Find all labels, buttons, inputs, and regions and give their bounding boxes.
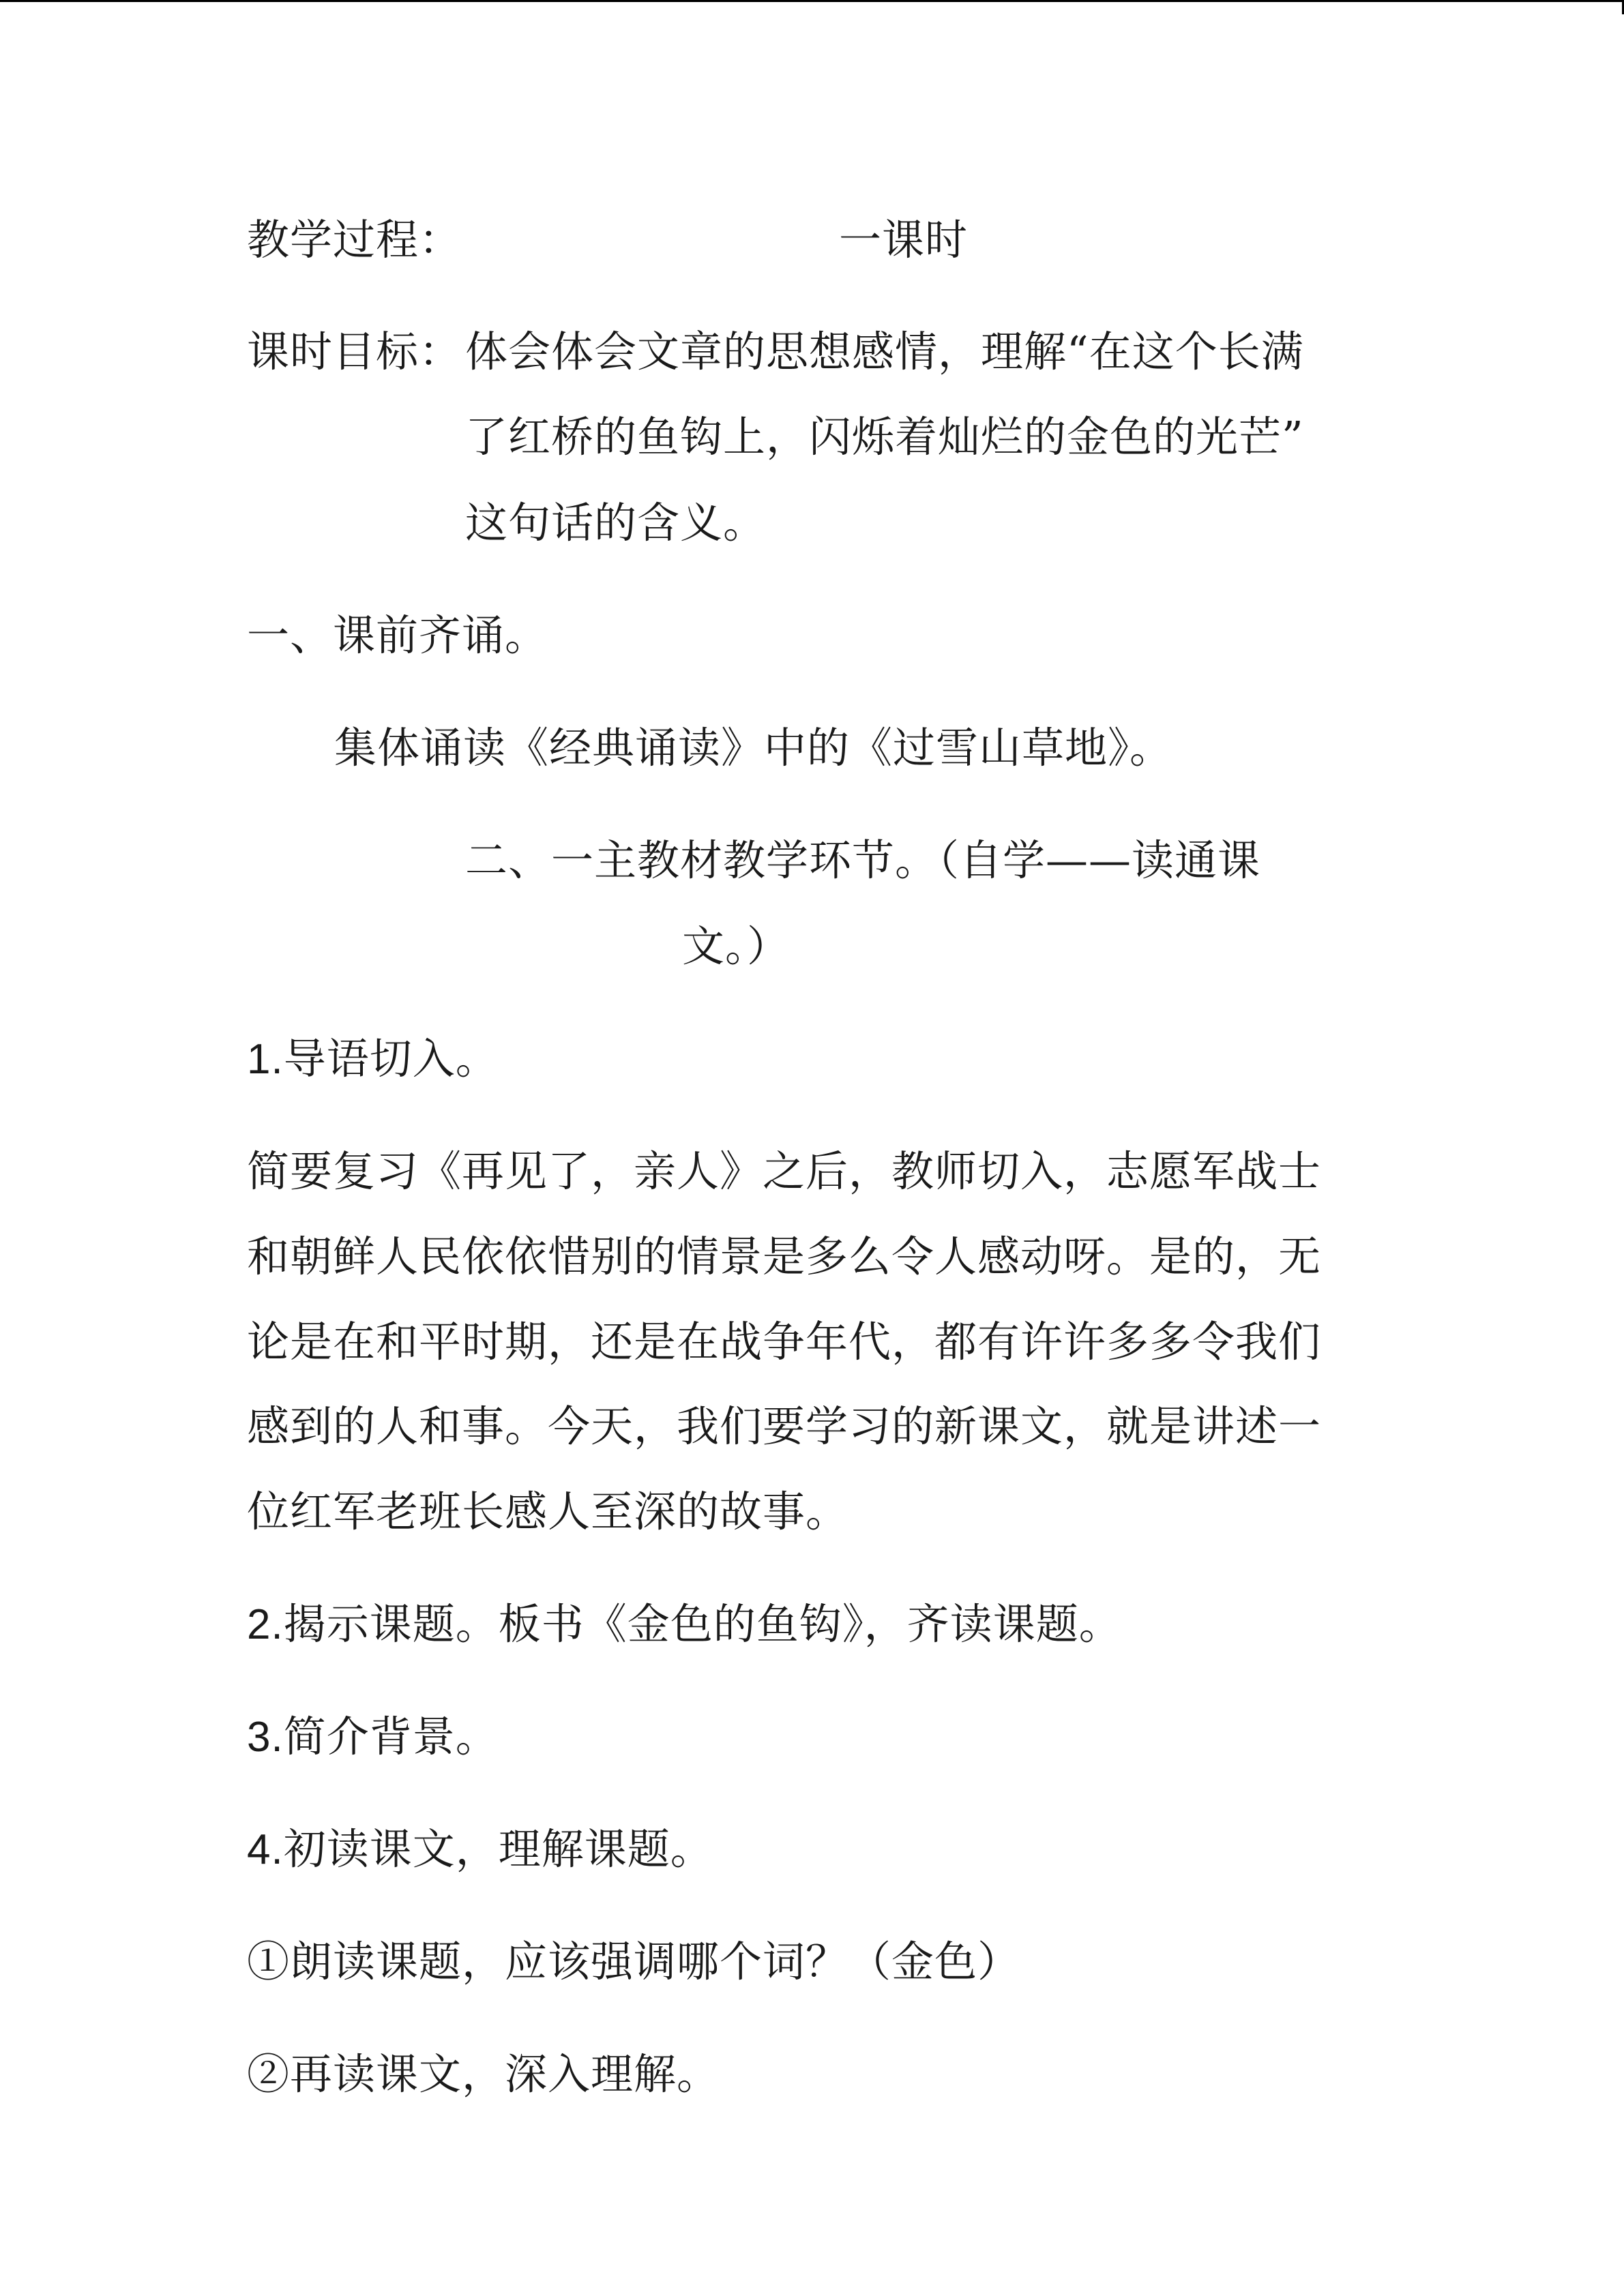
objective-line-2: 了红桥的鱼钩上，闪烁着灿烂的金色的光芒”	[465, 412, 1304, 462]
step-1	[247, 1034, 499, 1084]
step-2	[247, 1599, 1122, 1649]
sub-item-1: ①朗读课题，应该强调哪个词？（金色）	[247, 1937, 1021, 1986]
teaching-process-label: 教学过程：	[247, 215, 462, 265]
step-4	[247, 1824, 713, 1874]
sub-item-2: ②再读课文，深入理解。	[247, 2049, 720, 2099]
section-2-title-line-1: 二、一主教材教学环节。（自学——读通课	[465, 835, 1261, 885]
step-2-text: 揭示课题。板书《金色的鱼钩》，齐读课题。	[283, 1599, 1122, 1649]
step-4-text: 初读课文，理解课题。	[283, 1824, 713, 1874]
intro-paragraph-line-5: 位红军老班长感人至深的故事。	[247, 1487, 849, 1536]
intro-paragraph-line-4: 感到的人和事。今天，我们要学习的新课文，就是讲述一	[247, 1401, 1322, 1451]
step-1-text: 导语切入。	[283, 1034, 499, 1084]
step-3-text: 简介背景。	[283, 1712, 499, 1761]
step-4-number: 4.	[247, 1826, 284, 1873]
objective-label: 课时目标：	[247, 327, 462, 376]
section-2-title-line-2: 文。）	[682, 921, 791, 971]
objective-line-1: 体会体会文章的思想感情，理解“在这个长满	[465, 327, 1304, 376]
intro-paragraph-line-2: 和朝鲜人民依依惜别的情景是多么令人感动呀。是的，无	[247, 1232, 1322, 1281]
lesson-period: 一课时	[839, 215, 969, 265]
section-1-body: 集体诵读《经典诵读》中的《过雪山草地》。	[334, 723, 1173, 773]
objective-line-3: 这句话的含义。	[465, 498, 767, 548]
step-3	[247, 1712, 499, 1761]
intro-paragraph-line-1: 简要复习《再见了，亲人》之后，教师切入，志愿军战士	[247, 1146, 1322, 1196]
step-3-number: 3.	[247, 1714, 284, 1761]
intro-paragraph-line-3: 论是在和平时期，还是在战争年代，都有许许多多令我们	[247, 1317, 1322, 1367]
step-1-number: 1.	[247, 1036, 284, 1083]
section-1-title: 一、课前齐诵。	[247, 610, 548, 660]
step-2-number: 2.	[247, 1601, 284, 1648]
